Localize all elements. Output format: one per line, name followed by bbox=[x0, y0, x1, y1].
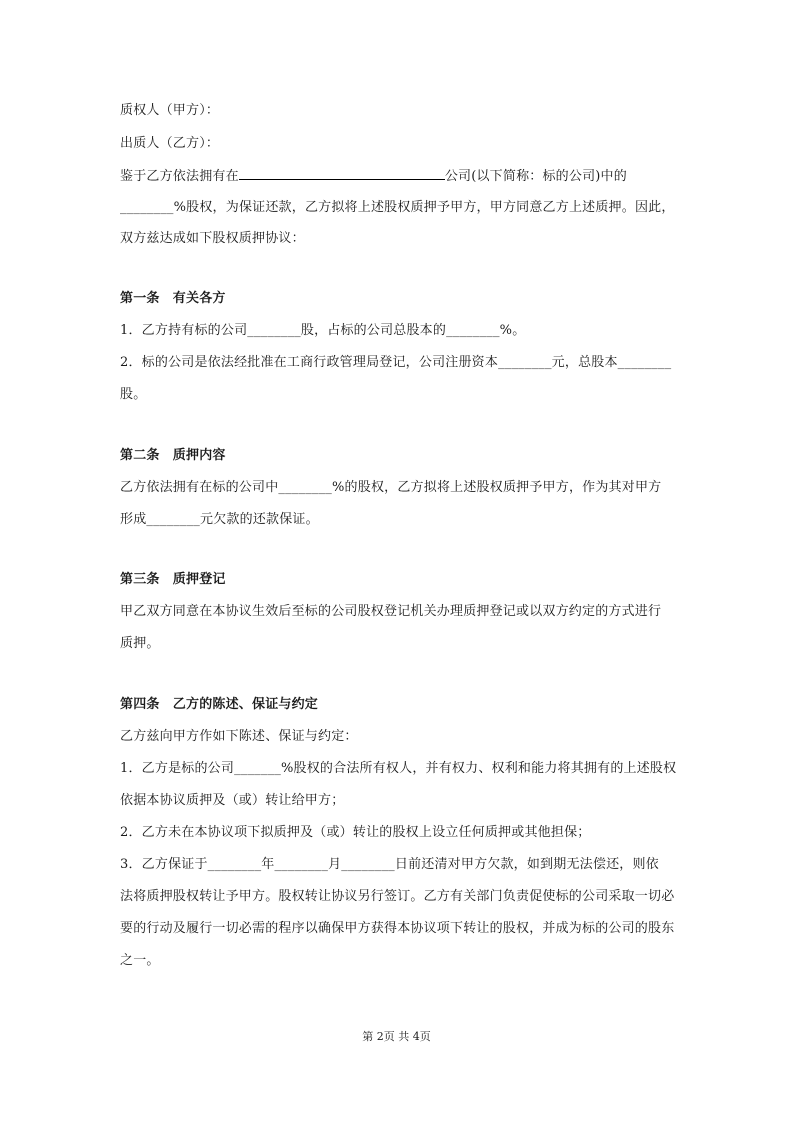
article-4-line-5: 3．乙方保证于________年________月________日前还清对甲方欠款，如到期无法偿还，则依 bbox=[120, 857, 659, 872]
article-4-line-3: 依据本协议质押及（或）转让给甲方； bbox=[120, 793, 345, 808]
preamble-line-3: 双方兹达成如下股权质押协议： bbox=[120, 231, 305, 246]
article-1-line-3: 股。 bbox=[120, 387, 147, 402]
preamble-line-2: ________%股权，为保证还款，乙方拟将上述股权质押予甲方，甲方同意乙方上述质押。因此， bbox=[120, 200, 675, 215]
article-3-line-1: 甲乙双方同意在本协议生效后至标的公司股权登记机关办理质押登记或以双方约定的方式进行 bbox=[120, 604, 662, 619]
preamble-text-b: 公司(以下简称：标的公司)中的 bbox=[444, 169, 627, 184]
article-4-line-4: 2．乙方未在本协议项下拟质押及（或）转让的股权上设立任何质押或其他担保； bbox=[120, 825, 591, 840]
article-4-line-2: 1．乙方是标的公司_______%股权的合法所有权人，并有权力、权利和能力将其拥有的上述股权 bbox=[120, 761, 677, 776]
preamble-text-a: 鉴于乙方依法拥有在 bbox=[120, 169, 239, 184]
article-1-heading: 第一条 有关各方 bbox=[120, 291, 226, 306]
article-4-line-6: 法将质押股权转让予甲方。股权转让协议另行签订。乙方有关部门负责促使标的公司采取一切必 bbox=[120, 889, 675, 904]
preamble-line-1 bbox=[120, 167, 627, 185]
company-name-blank bbox=[239, 167, 445, 180]
article-3-line-2: 质押。 bbox=[120, 636, 160, 651]
pledgee-line: 质权人（甲方）： bbox=[120, 103, 220, 118]
pledgor-line: 出质人（乙方）： bbox=[120, 136, 220, 151]
article-2-line-1: 乙方依法拥有在标的公司中________%的股权，乙方拟将上述股权质押予甲方，作为其对甲方 bbox=[120, 480, 662, 495]
article-4-line-8: 之一。 bbox=[120, 953, 160, 968]
article-1-line-2: 2．标的公司是依法经批准在工商行政管理局登记，公司注册资本________元，总股本________ bbox=[120, 355, 672, 370]
page-number-footer: 第 2页 共 4页 bbox=[362, 1030, 431, 1043]
article-4-heading: 第四条 乙方的陈述、保证与约定 bbox=[120, 697, 319, 712]
article-3-heading: 第三条 质押登记 bbox=[120, 572, 226, 587]
article-4-line-1: 乙方兹向甲方作如下陈述、保证与约定： bbox=[120, 729, 358, 744]
article-1-line-1: 1．乙方持有标的公司________股，占标的公司总股本的________%。 bbox=[120, 323, 526, 338]
article-4-line-7: 要的行动及履行一切必需的程序以确保甲方获得本协议项下转让的股权，并成为标的公司的股东 bbox=[120, 921, 675, 936]
article-2-heading: 第二条 质押内容 bbox=[120, 448, 226, 463]
article-2-line-2: 形成________元欠款的还款保证。 bbox=[120, 512, 319, 527]
